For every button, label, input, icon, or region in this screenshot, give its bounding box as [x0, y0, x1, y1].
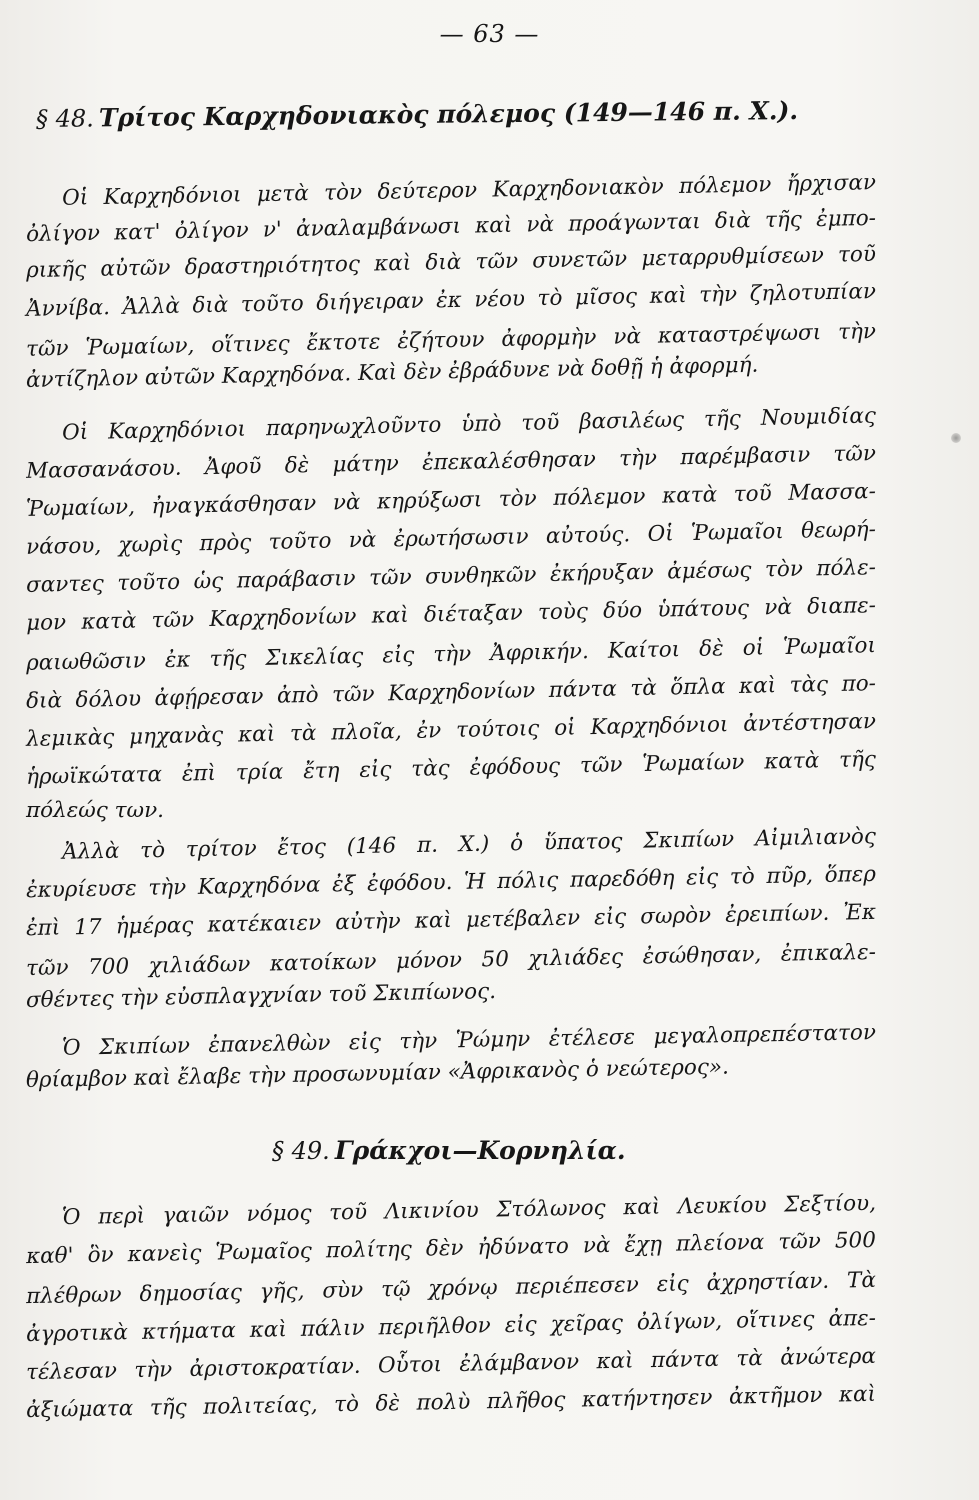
- page-number: — 63 —: [439, 20, 540, 48]
- text-line: ἀγροτικὰ κτήματα καὶ πάλιν περιῆλθον εἰς χεῖρας ὀλίγων, οἵτινες ἀπε-: [25, 1305, 877, 1348]
- text-line: τῶν 700 χιλιάδων κατοίκων μόνον 50 χιλιάδες ἐσώθησαν, ἐπικαλε-: [25, 939, 877, 982]
- section-title: Γράκχοι—Κορνηλία.: [334, 1136, 626, 1165]
- section-number: § 48.: [35, 104, 94, 133]
- text-line: θρίαμβον καὶ ἔλαβε τὴν προσωνυμίαν «Ἀφρικανὸς ὁ νεώτερος».: [25, 1054, 730, 1093]
- text-line: σαντες τοῦτο ὡς παράβασιν τῶν συνθηκῶν ἐκήρυξαν ἀμέσως τὸν πόλε-: [25, 555, 877, 598]
- paper-speck: [951, 433, 961, 443]
- text-line: Ῥωμαίων, ἠναγκάσθησαν νὰ κηρύξωσι τὸν πόλεμον κατὰ τοῦ Μασσα-: [25, 479, 877, 522]
- text-line: ἐπὶ 17 ἡμέρας κατέκαιεν αὐτὴν καὶ μετέβαλεν εἰς σωρὸν ἐρειπίων. Ἐκ: [25, 899, 877, 942]
- text-line: πόλεώς των.: [26, 798, 164, 823]
- text-line: διὰ δόλου ἀφῄρεσαν ἀπὸ τῶν Καρχηδονίων πάντα τὰ ὅπλα καὶ τὰς πο-: [25, 671, 877, 714]
- section-heading-49: [272, 1136, 626, 1165]
- section-title: Τρίτος Καρχηδονιακὸς πόλεμος (149—146 π. Χ.).: [98, 96, 799, 133]
- text-line: καθ' ὃν κανεὶς Ῥωμαῖος πολίτης δὲν ἠδύνατο νὰ ἔχῃ πλείονα τῶν 500: [25, 1227, 877, 1270]
- text-line: τέλεσαν τὴν ἀριστοκρατίαν. Οὗτοι ἐλάμβανον καὶ πάντα τὰ ἀνώτερα: [25, 1343, 877, 1386]
- text-line: λεμικὰς μηχανὰς καὶ τὰ πλοῖα, ἐν τούτοις οἱ Καρχηδόνιοι ἀντέστησαν: [25, 709, 877, 752]
- text-line: Ἀλλὰ τὸ τρίτον ἔτος (146 π. Χ.) ὁ ὕπατος Σκιπίων Αἰμιλιανὸς: [61, 824, 877, 865]
- text-line: Ὁ περὶ γαιῶν νόμος τοῦ Λικινίου Στόλωνος καὶ Λευκίου Σεξτίου,: [61, 1190, 877, 1231]
- text-line: ὀλίγον κατ' ὀλίγον ν' ἀναλαμβάνωσι καὶ νὰ προάγωνται διὰ τῆς ἐμπο-: [25, 205, 877, 248]
- text-line: Οἱ Καρχηδόνιοι μετὰ τὸν δεύτερον Καρχηδονιακὸν πόλεμον ἤρχισαν: [61, 170, 877, 211]
- text-line: νάσου, χωρὶς πρὸς τοῦτο νὰ ἐρωτήσωσιν αὐτούς. Οἱ Ῥωμαῖοι θεωρή-: [25, 517, 877, 560]
- text-line: Ἀννίβα. Ἀλλὰ διὰ τοῦτο διήγειραν ἐκ νέου τὸ μῖσος καὶ τὴν ζηλοτυπίαν: [25, 279, 877, 322]
- text-line: ἡρωϊκώτατα ἐπὶ τρία ἔτη εἰς τὰς ἐφόδους τῶν Ῥωμαίων κατὰ τῆς: [25, 747, 877, 790]
- text-line: ραιωθῶσιν ἐκ τῆς Σικελίας εἰς τὴν Ἀφρικήν. Καίτοι δὲ οἱ Ῥωμαῖοι: [25, 633, 877, 676]
- text-line: πλέθρων δημοσίας γῆς, σὺν τῷ χρόνῳ περιέπεσεν εἰς ἀχρηστίαν. Τὰ: [25, 1267, 877, 1310]
- text-line: ἐκυρίευσε τὴν Καρχηδόνα ἐξ ἐφόδου. Ἡ πόλις παρεδόθη εἰς τὸ πῦρ, ὅπερ: [25, 861, 877, 904]
- text-line: Μασσανάσου. Ἀφοῦ δὲ μάτην ἐπεκαλέσθησαν τὴν παρέμβασιν τῶν: [25, 441, 877, 484]
- section-heading-48: [36, 96, 798, 133]
- text-line: ἀξιώματα τῆς πολιτείας, τὸ δὲ πολὺ πλῆθος κατήντησεν ἀκτῆμον καὶ: [25, 1381, 877, 1424]
- section-number: § 49.: [272, 1137, 330, 1165]
- text-line: Οἱ Καρχηδόνιοι παρηνωχλοῦντο ὑπὸ τοῦ βασιλέως τῆς Νουμιδίας: [61, 403, 877, 446]
- text-line: μον κατὰ τῶν Καρχηδονίων καὶ διέταξαν τοὺς δύο ὑπάτους νὰ διαπε-: [25, 593, 877, 636]
- text-line: ρικῆς αὐτῶν δραστηριότητος καὶ διὰ τῶν συνετῶν μεταρρυθμίσεων τοῦ: [25, 241, 877, 284]
- text-line: τῶν Ῥωμαίων, οἵτινες ἔκτοτε ἐζήτουν ἀφορμὴν νὰ καταστρέψωσι τὴν: [25, 319, 877, 362]
- text-line: σθέντες τὴν εὐσπλαγχνίαν τοῦ Σκιπίωνος.: [25, 978, 497, 1013]
- text-line: ἀντίζηλον αὐτῶν Καρχηδόνα. Καὶ δὲν ἐβράδυνε νὰ δοθῇ ἡ ἀφορμή.: [25, 352, 759, 393]
- text-line: Ὁ Σκιπίων ἐπανελθὼν εἰς τὴν Ῥώμην ἐτέλεσε μεγαλοπρεπέστατον: [61, 1020, 877, 1061]
